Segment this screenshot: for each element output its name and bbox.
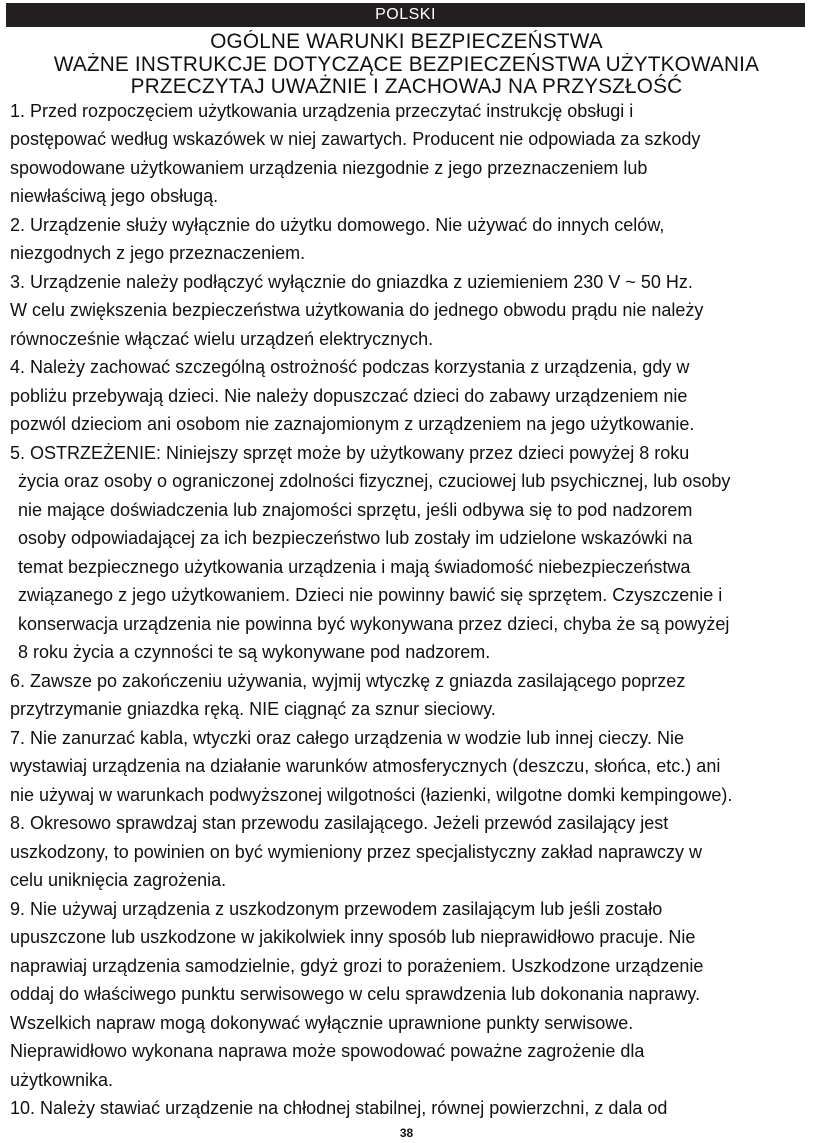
text-line: związanego z jego użytkowaniem. Dzieci nie powinny bawić się sprzętem. Czyszczenie i xyxy=(18,585,723,605)
text-line: użytkownika. xyxy=(10,1070,114,1090)
text-line: Wszelkich napraw mogą dokonywać wyłącznie uprawnione punkty serwisowe. xyxy=(10,1013,634,1033)
text-line: niewłaściwą jego obsługą. xyxy=(10,186,219,206)
heading-important-instructions: WAŻNE INSTRUKCJE DOTYCZĄCE BEZPIECZEŃSTWA UŻYTKOWANIA xyxy=(53,52,760,76)
text-line: nie mające doświadczenia lub znajomości sprzętu, jeśli odbywa się to pod nadzorem xyxy=(18,500,693,520)
text-line: naprawiaj urządzenia samodzielnie, gdyż grozi to porażeniem. Uszkodzone urządzenie xyxy=(10,956,704,976)
heading-general-safety: OGÓLNE WARUNKI BEZPIECZEŃSTWA xyxy=(210,30,603,53)
text-line: 8 roku życia a czynności te są wykonywane pod nadzorem. xyxy=(18,642,491,662)
text-line: 4. Należy zachować szczególną ostrożność podczas korzystania z urządzenia, gdy w xyxy=(10,357,690,377)
text-line: pobliżu przebywają dzieci. Nie należy dopuszczać dzieci do zabawy urządzeniem nie xyxy=(10,386,688,406)
text-line: uszkodzony, to powinien on być wymieniony przez specjalistyczny zakład naprawczy w xyxy=(10,842,702,862)
text-line: W celu zwiększenia bezpieczeństwa użytkowania do jednego obwodu prądu nie należy xyxy=(10,300,704,320)
safety-headings xyxy=(0,31,813,99)
text-line: 7. Nie zanurzać kabla, wtyczki oraz całego urządzenia w wodzie lub innej cieczy. Nie xyxy=(10,728,684,748)
text-line: postępować według wskazówek w niej zawartych. Producent nie odpowiada za szkody xyxy=(10,129,701,149)
text-line: oddaj do właściwego punktu serwisowego w celu sprawdzenia lub dokonania naprawy. xyxy=(10,984,701,1004)
text-line: 2. Urządzenie służy wyłącznie do użytku domowego. Nie używać do innych celów, xyxy=(10,215,665,235)
text-line: nie używaj w warunkach podwyższonej wilgotności (łazienki, wilgotne domki kempingowe). xyxy=(10,785,733,805)
text-line: równocześnie włączać wielu urządzeń elektrycznych. xyxy=(10,329,434,349)
language-label: POLSKI xyxy=(375,6,436,23)
page-number: 38 xyxy=(399,1126,414,1140)
text-line: temat bezpiecznego użytkowania urządzenia i mają świadomość niebezpieczeństwa xyxy=(18,557,691,577)
text-line: 1. Przed rozpoczęciem użytkowania urządzenia przeczytać instrukcję obsługi i xyxy=(10,101,634,121)
text-line: wystawiaj urządzenia na działanie warunków atmosferycznych (deszczu, słońca, etc.) ani xyxy=(10,756,721,776)
text-line: 6. Zawsze po zakończeniu używania, wyjmij wtyczkę z gniazda zasilającego poprzez xyxy=(10,671,686,691)
text-line: celu uniknięcia zagrożenia. xyxy=(10,870,227,890)
text-line: 3. Urządzenie należy podłączyć wyłącznie do gniazdka z uziemieniem 230 V ~ 50 Hz. xyxy=(10,272,693,292)
text-line: osoby odpowiadającej za ich bezpieczeństwo lub zostały im udzielone wskazówki na xyxy=(18,528,693,548)
text-line: spowodowane użytkowaniem urządzenia niezgodnie z jego przeznaczeniem lub xyxy=(10,158,648,178)
text-line: 5. OSTRZEŻENIE: Niniejszy sprzęt może by użytkowany przez dzieci powyżej 8 roku xyxy=(10,443,690,463)
text-line: upuszczone lub uszkodzone w jakikolwiek inny sposób lub nieprawidłowo pracuje. Nie xyxy=(10,927,696,947)
language-header-bar xyxy=(6,3,805,27)
heading-read-carefully: PRZECZYTAJ UWAŻNIE I ZACHOWAJ NA PRZYSZŁOŚĆ xyxy=(130,75,683,98)
text-line: niezgodnych z jego przeznaczeniem. xyxy=(10,243,306,263)
text-line: 9. Nie używaj urządzenia z uszkodzonym przewodem zasilającym lub jeśli zostało xyxy=(10,899,663,919)
text-line: życia oraz osoby o ograniczonej zdolności fizycznej, czuciowej lub psychicznej, lub osoby xyxy=(18,471,731,491)
text-line: Nieprawidłowo wykonana naprawa może spowodować poważne zagrożenie dla xyxy=(10,1041,645,1061)
text-line: przytrzymanie gniazdka ręką. NIE ciągnąć za sznur sieciowy. xyxy=(10,699,496,719)
text-line: konserwacja urządzenia nie powinna być wykonywana przez dzieci, chyba że są powyżej xyxy=(18,614,730,634)
text-line: pozwól dzieciom ani osobom nie zaznajomionym z urządzeniem na jego użytkowanie. xyxy=(10,414,695,434)
text-line: 10. Należy stawiać urządzenie na chłodnej stabilnej, równej powierzchni, z dala od xyxy=(10,1098,668,1118)
text-line: 8. Okresowo sprawdzaj stan przewodu zasilającego. Jeżeli przewód zasilający jest xyxy=(10,813,669,833)
